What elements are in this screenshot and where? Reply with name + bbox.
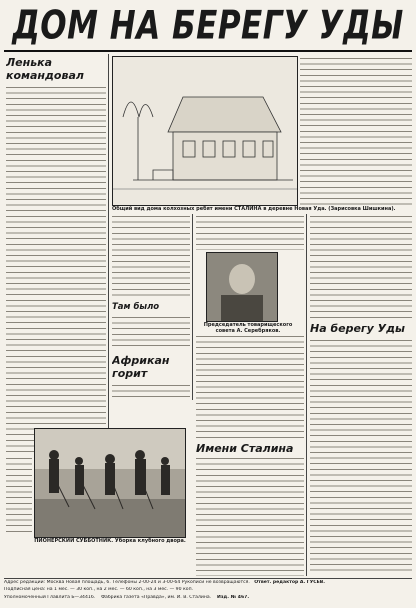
footer-line-3 [4,595,412,600]
subbotnik-image [35,429,185,537]
footer-order: Изд. № 467. [217,595,250,600]
article-right-top [310,214,412,318]
masthead [4,4,412,48]
column-divider [108,54,109,454]
article-imeni-title: Имени Сталина [196,442,294,455]
article-imeni-body-wrap [196,456,304,576]
article-tam-bylo [112,300,190,350]
article-stalin-text-body [196,214,304,250]
article-tam-bylo-body [112,315,190,350]
article-intro-right-body [300,56,412,206]
footer-typography: Фабрика газета «Правда», им. И. В. Сталина. [101,595,212,600]
article-stalin-text [196,214,304,250]
footer-print: Уполномоченный Главлита Б—34416. [4,595,96,600]
article-middle-top-body [112,214,190,300]
portrait-photo [206,252,278,322]
article-right-top-body [310,214,412,318]
house-illustration [112,56,298,206]
footer-address: Адрес редакции: Москва Новая площадь, 6. Телефоны 2-00-24 и 3-00-64 Рукописи не возвращаются. [4,580,250,585]
article-intro-right [300,56,412,206]
article-lenka [6,54,106,454]
article-africa-title: Африкан горит [112,354,170,380]
column-divider [306,214,307,576]
article-africa-body [112,383,190,400]
article-na-beregu-body [310,338,412,574]
article-lenka-body [6,85,106,454]
page-title: ДОМ НА БЕРЕГУ УДЫ [12,3,404,49]
subbotnik-caption: ПИОНЕРСКИЙ СУББОТНИК. Уборка клубного двора. [34,538,186,544]
portrait-caption: Председатель товарищеского совета А. Серебряков. [203,322,293,334]
article-lenka-continued [6,456,32,536]
article-imeni-body [196,456,304,576]
article-council-body [196,334,304,438]
footer-rule [4,578,412,579]
masthead-rule [4,50,412,52]
article-lenka-continued-body [6,456,32,536]
article-council [196,334,304,438]
article-africa [112,352,190,400]
house-drawing [113,57,297,205]
footer-line-1 [4,580,412,585]
article-tam-bylo-title: Там было [112,302,160,312]
article-na-beregu-title: На берегу Уды [310,322,405,335]
portrait-image [207,253,277,321]
subbotnik-photo [34,428,186,538]
footer-subscription: Подписная цена: на 1 мес. — 30 коп., на 2 мес. — 60 коп., на 3 мес. — 90 коп. [4,587,194,592]
article-middle-top [112,214,190,300]
column-divider [192,214,193,400]
house-caption: Общий вид дома колхозных ребят имени СТАЛИНА в деревне Новая Уда. (Зарисовка Шишкина). [112,206,396,212]
footer-editor: Ответ. редактор А. ГУСЕВ. [254,580,326,585]
article-na-beregu [310,320,412,574]
article-lenka-title: Ленька командовал [6,56,84,82]
footer-line-2 [4,587,412,592]
